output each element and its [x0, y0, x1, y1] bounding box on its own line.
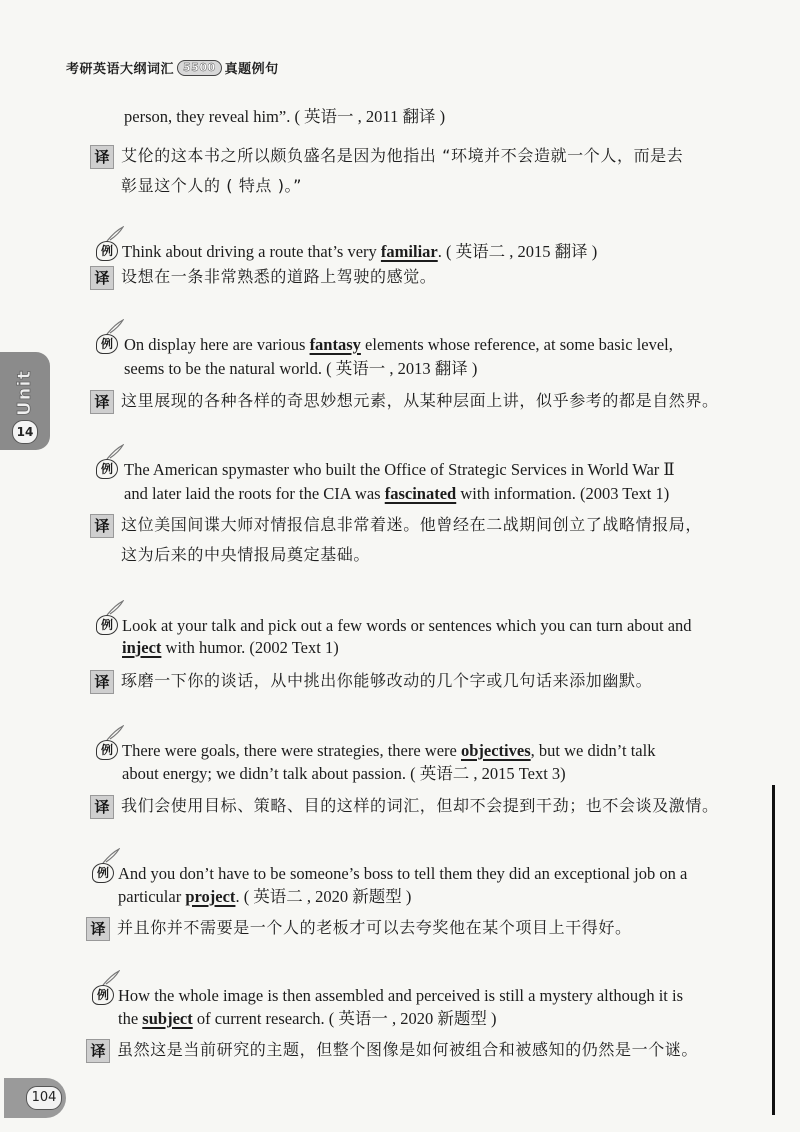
entry-2-en-1: On display here are various fantasy elements whose reference, at some basic level, [124, 335, 673, 354]
entry-6-en-1: And you don’t have to be someone’s boss to tell them they did an exceptional job on a [118, 864, 688, 883]
example-badge: 例 [92, 456, 118, 478]
header-title-left: 考研英语大纲词汇 [66, 62, 175, 77]
entry-4-zh-1: 琢磨一下你的谈话，从中挑出你能够改动的几个字或几句话来添加幽默。 [121, 671, 653, 690]
entry-2-en-2: seems to be the natural world. ( 英语一 , 2013 翻译 ) [124, 359, 478, 378]
feather-icon [102, 970, 120, 986]
example-badge: 例 [92, 331, 118, 353]
entry-4-en-2: inject with humor. (2002 Text 1) [122, 638, 339, 657]
example-badge: 例 [88, 982, 114, 1004]
header-pill: 5500 [177, 60, 222, 76]
continuation-zh-2: 彰显这个人的 ( 特点 )。” [121, 176, 303, 195]
keyword-project: project [185, 887, 236, 906]
feather-icon [106, 444, 124, 460]
feather-icon [106, 725, 124, 741]
translation-badge: 译 [86, 1039, 110, 1063]
keyword-objectives: objectives [460, 741, 531, 760]
entry-6-zh-1: 并且你并不需要是一个人的老板才可以去夸奖他在某个项目上干得好。 [117, 918, 632, 937]
feather-icon [106, 226, 124, 242]
translation-badge: 译 [90, 145, 114, 169]
page-number: 104 [26, 1086, 62, 1110]
entry-4-en-1: Look at your talk and pick out a few words or sentences which you can turn about and [122, 616, 692, 635]
entry-3-en-1: The American spymaster who built the Office of Strategic Services in World War Ⅱ [124, 460, 675, 479]
unit-number: 14 [12, 420, 38, 444]
entry-7-en-1: How the whole image is then assembled and perceived is still a mystery although it is [118, 986, 684, 1005]
continuation-en: person, they reveal him”. ( 英语一 , 2011 翻译 ) [124, 107, 446, 126]
page-header [66, 58, 279, 77]
unit-label: Unit [14, 369, 35, 416]
entry-3-en-2: and later laid the roots for the CIA was fascinated with information. (2003 Text 1) [124, 484, 670, 503]
page-number-tab [4, 1078, 66, 1118]
binding-edge [772, 785, 775, 1115]
continuation-zh-1: 艾伦的这本书之所以颇负盛名是因为他指出 “环境并不会造就一个人，而是去 [121, 146, 684, 165]
entry-1-en-1: Think about driving a route that’s very familiar. ( 英语二 , 2015 翻译 ) [122, 242, 598, 261]
entry-7-zh-1: 虽然这是当前研究的主题，但整个图像是如何被组合和被感知的仍然是一个谜。 [117, 1040, 699, 1059]
keyword-fascinated: fascinated [384, 484, 457, 503]
translation-badge: 译 [90, 390, 114, 414]
entry-7-en-2: the subject of current research. ( 英语一 , 2020 新题型 ) [118, 1009, 497, 1028]
translation-badge: 译 [86, 917, 110, 941]
entry-1-zh-1: 设想在一条非常熟悉的道路上驾驶的感觉。 [121, 267, 437, 286]
entry-5-zh-1: 我们会使用目标、策略、目的这样的词汇，但却不会提到干劲；也不会谈及激情。 [121, 796, 719, 815]
header-title-right: 真题例句 [224, 62, 279, 77]
example-badge: 例 [88, 860, 114, 882]
keyword-inject: inject [122, 638, 162, 657]
translation-badge: 译 [90, 266, 114, 290]
entry-2-zh-1: 这里展现的各种各样的奇思妙想元素，从某种层面上讲，似乎参考的都是自然界。 [121, 391, 719, 410]
translation-badge: 译 [90, 670, 114, 694]
example-badge: 例 [92, 612, 118, 634]
entry-3-zh-1: 这位美国间谍大师对情报信息非常着迷。他曾经在二战期间创立了战略情报局， [121, 515, 703, 534]
keyword-familiar: familiar [380, 242, 438, 261]
feather-icon [106, 600, 124, 616]
feather-icon [102, 848, 120, 864]
keyword-subject: subject [142, 1009, 193, 1028]
translation-badge: 译 [90, 514, 114, 538]
entry-3-zh-2: 这为后来的中央情报局奠定基础。 [121, 545, 371, 564]
entry-5-en-1: There were goals, there were strategies, there were objectives, but we didn’t talk [122, 741, 656, 760]
entry-5-en-2: about energy; we didn’t talk about passion. ( 英语二 , 2015 Text 3) [122, 764, 566, 783]
keyword-fantasy: fantasy [309, 335, 361, 354]
example-badge: 例 [92, 737, 118, 759]
example-badge: 例 [92, 238, 118, 260]
unit-side-tab [0, 352, 50, 450]
feather-icon [106, 319, 124, 335]
translation-badge: 译 [90, 795, 114, 819]
entry-6-en-2: particular project. ( 英语二 , 2020 新题型 ) [118, 887, 412, 906]
